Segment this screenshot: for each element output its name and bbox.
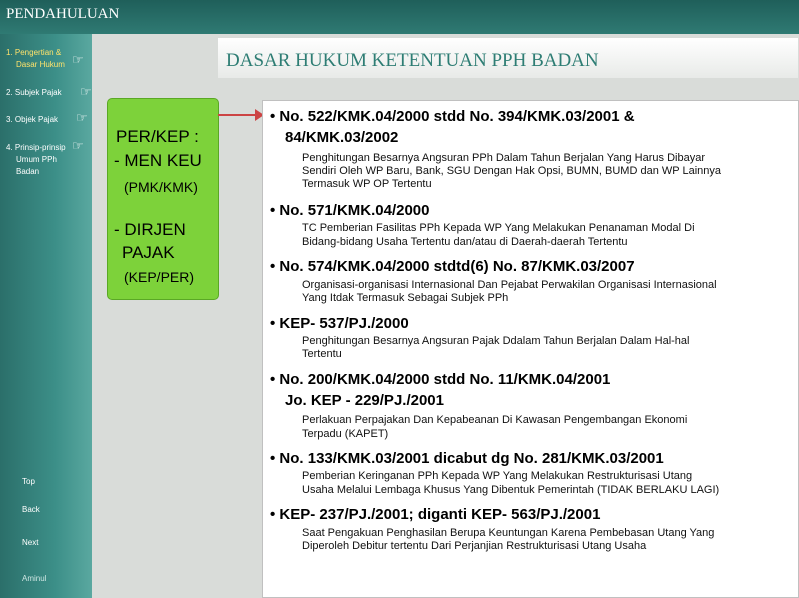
nav-item-subjek-pajak[interactable]: 2. Subjek Pajak: [6, 88, 62, 97]
green-box-line1: PER/KEP :: [116, 127, 199, 146]
law-description: Termasuk WP OP Tertentu: [302, 178, 432, 190]
green-box-line3: (PMK/KMK): [124, 179, 198, 195]
law-description: Terpadu (KAPET): [302, 428, 389, 440]
nav-item-prinsip[interactable]: 4. Prinsip-prinsip: [6, 143, 66, 152]
author-label: Aminul: [22, 574, 47, 583]
law-description: Usaha Melalui Lembaga Khusus Yang Dibentuk Pemerintah (TIDAK BERLAKU LAGI): [302, 484, 720, 496]
nav-item-dasar-hukum[interactable]: Dasar Hukum: [16, 60, 65, 69]
law-description: Tertentu: [302, 348, 342, 360]
pointing-hand-icon[interactable]: ☞: [72, 52, 84, 67]
pointing-hand-icon[interactable]: ☞: [80, 84, 92, 99]
law-title: • No. 133/KMK.03/2001 dicabut dg No. 281/KMK.03/2001: [270, 450, 664, 467]
law-description: Perlakuan Perpajakan Dan Kepabeanan Di Kawasan Pengembangan Ekonomi: [302, 414, 688, 426]
pointing-hand-icon[interactable]: ☞: [72, 138, 84, 153]
arrow-connector: [218, 114, 260, 116]
law-title: • No. 571/KMK.04/2000: [270, 202, 430, 219]
next-button[interactable]: Next: [22, 538, 39, 547]
page-header-title: PENDAHULUAN: [6, 6, 120, 22]
law-description: Penghitungan Besarnya Angsuran PPh Dalam Tahun Berjalan Yang Harus Dibayar: [302, 152, 705, 164]
green-box-line2: - MEN KEU: [114, 151, 202, 170]
top-button[interactable]: Top: [22, 477, 35, 486]
law-title: • KEP- 537/PJ./2000: [270, 315, 409, 332]
green-box-line4: - DIRJEN: [114, 220, 186, 239]
nav-item-objek-pajak[interactable]: 3. Objek Pajak: [6, 115, 59, 124]
header-bar: [0, 0, 799, 34]
law-title: • KEP- 237/PJ./2001; diganti KEP- 563/PJ./2001: [270, 506, 601, 523]
nav-item-pengertian[interactable]: 1. Pengertian &: [6, 48, 62, 57]
law-title-continuation: Jo. KEP - 229/PJ./2001: [285, 392, 444, 409]
nav-item-prinsip-line2[interactable]: Umum PPh: [16, 155, 57, 164]
law-description: Saat Pengakuan Penghasilan Berupa Keuntungan Karena Pembebasan Utang Yang: [302, 527, 715, 539]
law-description: Sendiri Oleh WP Baru, Bank, SGU Dengan Hak Opsi, BUMN, BUMD dan WP Lainnya: [302, 165, 721, 177]
law-title: • No. 574/KMK.04/2000 stdtd(6) No. 87/KMK.03/2007: [270, 258, 635, 275]
green-box-line5: PAJAK: [122, 243, 175, 262]
law-description: Penghitungan Besarnya Angsuran Pajak Ddalam Tahun Berjalan Dalam Hal-hal: [302, 335, 690, 347]
back-button[interactable]: Back: [22, 505, 40, 514]
law-description: Pemberian Keringanan PPh Kepada WP Yang Melakukan Restrukturisasi Utang: [302, 470, 693, 482]
law-description: Yang Itdak Termasuk Sebagai Subjek PPh: [302, 292, 509, 304]
pointing-hand-icon[interactable]: ☞: [76, 110, 88, 125]
law-description: Diperoleh Debitur tertentu Dari Perjanjian Restrukturisasi Utang Usaha: [302, 540, 647, 552]
law-description: Organisasi-organisasi Internasional Dan Pejabat Perwakilan Organisasi Internasional: [302, 279, 717, 291]
green-box-line6: (KEP/PER): [124, 269, 195, 285]
law-title: • No. 522/KMK.04/2000 stdd No. 394/KMK.03/2001 &: [270, 108, 635, 125]
law-description: Bidang-bidang Usaha Tertentu dan/atau di Daerah-daerah Tertentu: [302, 236, 628, 248]
law-title: • No. 200/KMK.04/2000 stdd No. 11/KMK.04/2001: [270, 371, 611, 388]
law-title-continuation: 84/KMK.03/2002: [285, 129, 399, 146]
slide-title: DASAR HUKUM KETENTUAN PPH BADAN: [226, 50, 599, 71]
nav-item-prinsip-line3[interactable]: Badan: [16, 167, 40, 176]
law-description: TC Pemberian Fasilitas PPh Kepada WP Yang Melakukan Penanaman Modal Di: [302, 222, 695, 234]
